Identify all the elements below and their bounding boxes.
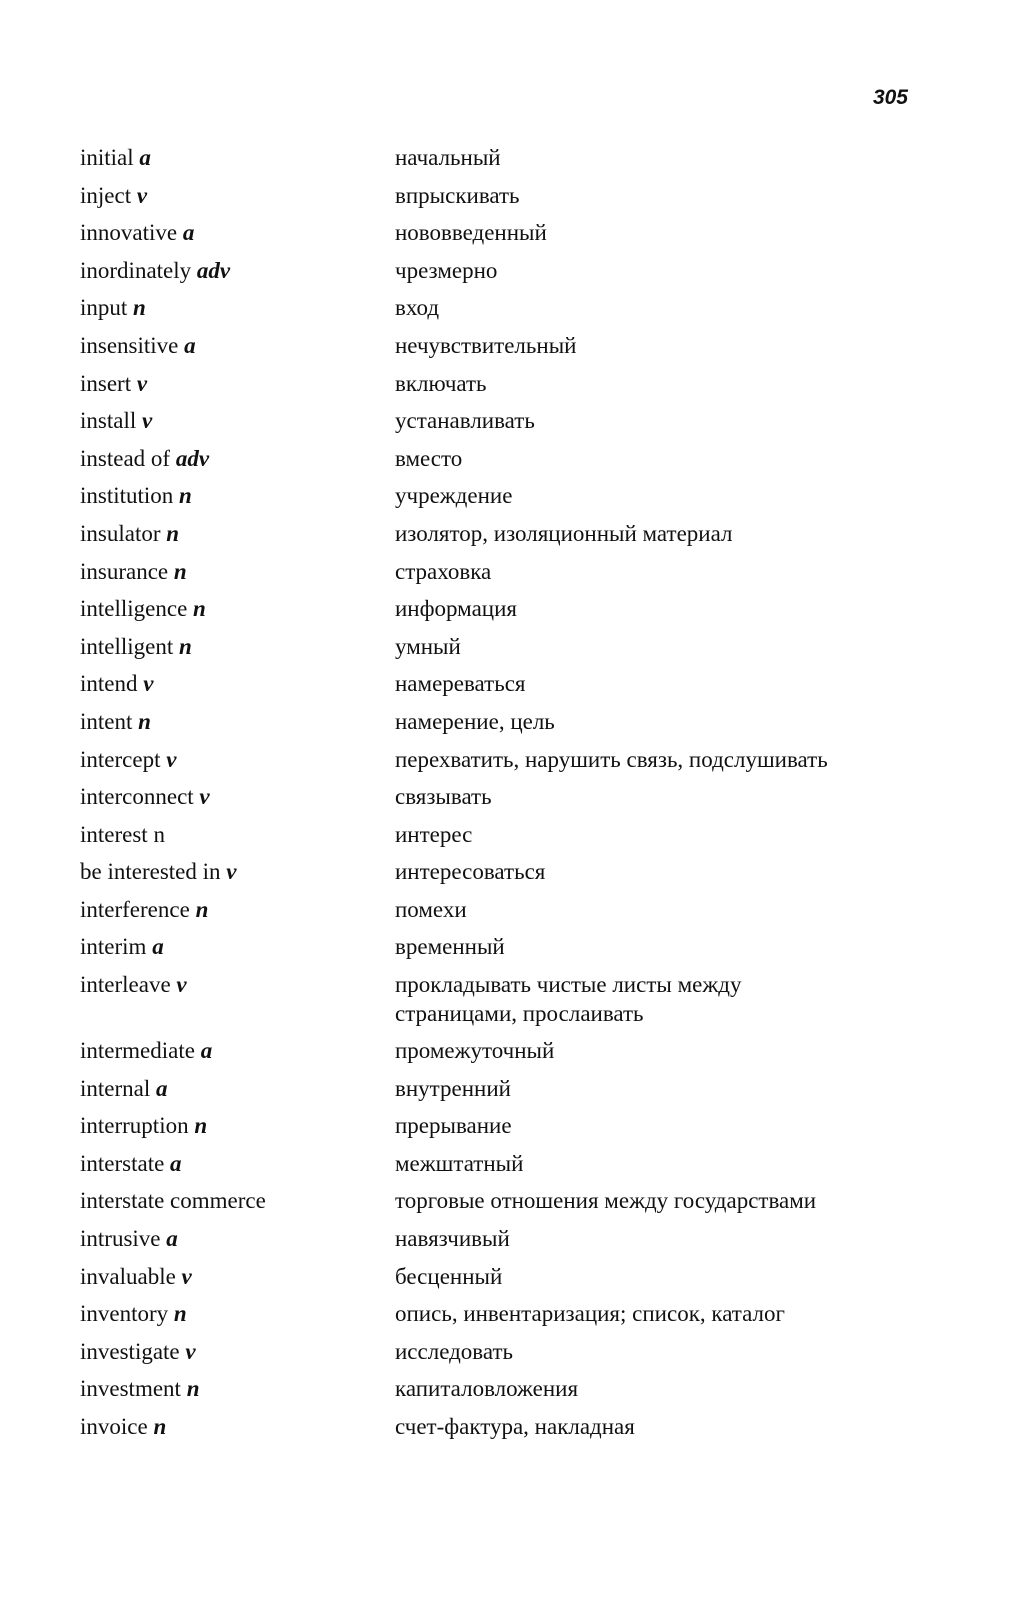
glossary-entry	[80, 289, 960, 327]
glossary-entry	[80, 1070, 960, 1108]
glossary-entry	[80, 365, 960, 403]
part-of-speech-label: n	[179, 483, 192, 509]
translation-text: изолятор, изоляционный материал	[395, 520, 733, 546]
term-text: intent	[80, 708, 133, 734]
glossary-entry	[80, 402, 960, 440]
term-text: interstate	[80, 1150, 165, 1176]
glossary-entry	[80, 741, 960, 779]
part-of-speech-label: n	[133, 295, 146, 321]
part-of-speech-label: n	[153, 1414, 167, 1439]
part-of-speech-label: n	[193, 596, 206, 622]
entry-headword	[80, 289, 395, 327]
translation-text: связывать	[395, 784, 492, 810]
entry-headword	[80, 402, 395, 440]
term-text: intelligent	[80, 633, 174, 659]
translation-text: нечувствительный	[395, 332, 577, 358]
translation-text: интересоваться	[395, 859, 546, 885]
term-text: investigate	[80, 1338, 180, 1364]
glossary-entry	[80, 1032, 960, 1070]
term-text: internal	[80, 1075, 151, 1101]
translation-text: помехи	[395, 896, 467, 922]
part-of-speech-label: v	[185, 1338, 196, 1364]
entry-headword	[80, 966, 395, 1004]
term-text: insurance	[80, 558, 169, 584]
translation-text: счет-фактура, накладная	[395, 1414, 635, 1439]
entry-headword	[80, 214, 395, 252]
term-text: invoice	[80, 1414, 148, 1439]
entry-headword	[80, 928, 395, 966]
term-text: interest	[80, 821, 148, 847]
part-of-speech-label: n	[166, 520, 180, 546]
glossary-entry	[80, 252, 960, 290]
glossary-entry	[80, 590, 960, 628]
term-text: interconnect	[80, 784, 194, 810]
page-number: 305	[872, 86, 908, 109]
translation-text: информация	[395, 596, 517, 622]
part-of-speech-label: n	[138, 708, 151, 734]
glossary-list	[80, 139, 960, 1446]
term-text: install	[80, 408, 137, 434]
glossary-entry	[80, 477, 960, 515]
term-text: insert	[80, 370, 132, 396]
term-text: inordinately	[80, 257, 192, 283]
translation-text: вместо	[395, 445, 463, 471]
glossary-entry	[80, 778, 960, 816]
part-of-speech-label: a	[182, 220, 195, 246]
term-text: interference	[80, 896, 190, 922]
glossary-entry	[80, 515, 960, 553]
entry-headword	[80, 1032, 395, 1070]
entry-headword	[80, 1220, 395, 1258]
entry-headword	[80, 1070, 395, 1108]
glossary-entry	[80, 928, 960, 966]
translation-text: намерение, цель	[395, 708, 555, 734]
translation-text: исследовать	[395, 1338, 514, 1364]
term-text: inject	[80, 182, 132, 208]
part-of-speech-label: a	[139, 145, 151, 170]
glossary-entry	[80, 628, 960, 666]
term-text: insulator	[80, 520, 161, 546]
entry-headword	[80, 590, 395, 628]
translation-text: страховка	[395, 558, 492, 584]
glossary-entry	[80, 816, 960, 854]
term-text: intend	[80, 671, 138, 697]
glossary-entry	[80, 214, 960, 252]
translation-text: чрезмерно	[395, 257, 498, 283]
translation-text: учреждение	[395, 483, 513, 509]
part-of-speech-label: v	[226, 859, 237, 885]
part-of-speech-label: adv	[196, 257, 231, 283]
part-of-speech-label: n	[153, 821, 165, 847]
part-of-speech-label: a	[200, 1038, 213, 1064]
glossary-entry	[80, 1258, 960, 1296]
glossary-entry	[80, 327, 960, 365]
entry-headword	[80, 477, 395, 515]
part-of-speech-label: a	[152, 934, 164, 960]
part-of-speech-label: v	[136, 182, 148, 208]
entry-headword	[80, 1295, 395, 1333]
glossary-entry	[80, 665, 960, 703]
translation-text: начальный	[395, 145, 501, 170]
part-of-speech-label: adv	[175, 445, 210, 471]
part-of-speech-label: v	[166, 746, 177, 772]
entry-headword	[80, 553, 395, 591]
part-of-speech-label: v	[176, 972, 187, 998]
part-of-speech-label: n	[194, 1113, 208, 1139]
part-of-speech-label: v	[199, 784, 210, 810]
entry-headword	[80, 703, 395, 741]
entry-headword	[80, 1182, 395, 1220]
glossary-entry	[80, 1370, 960, 1408]
translation-text: намереваться	[395, 671, 526, 697]
translation-text: опись, инвентаризация; список, каталог	[395, 1301, 785, 1327]
translation-text: промежуточный	[395, 1038, 555, 1064]
part-of-speech-label: n	[195, 896, 209, 922]
term-text: instead of	[80, 445, 171, 471]
term-text: interim	[80, 934, 147, 960]
term-text: institution	[80, 483, 174, 509]
translation-text: временный	[395, 934, 505, 960]
translation-text: вход	[395, 295, 440, 321]
term-text: intercept	[80, 746, 161, 772]
entry-headword	[80, 327, 395, 365]
term-text: interruption	[80, 1113, 189, 1139]
part-of-speech-label: v	[141, 408, 153, 434]
entry-headword	[80, 741, 395, 779]
entry-headword	[80, 252, 395, 290]
entry-headword	[80, 816, 395, 854]
term-text: input	[80, 295, 128, 321]
glossary-entry	[80, 553, 960, 591]
translation-text: умный	[395, 633, 461, 659]
term-text: intelligence	[80, 596, 188, 622]
entry-headword	[80, 853, 395, 891]
part-of-speech-label: a	[166, 1226, 178, 1252]
translation-text: прерывание	[395, 1113, 512, 1139]
term-text: inventory	[80, 1301, 169, 1327]
term-text: insensitive	[80, 332, 179, 358]
translation-text: капиталовложения	[395, 1376, 579, 1402]
glossary-entry	[80, 1107, 960, 1145]
term-text: innovative	[80, 220, 178, 246]
translation-text: внутренний	[395, 1075, 511, 1101]
entry-headword	[80, 1258, 395, 1296]
entry-headword	[80, 1145, 395, 1183]
entry-headword	[80, 1107, 395, 1145]
entry-headword	[80, 177, 395, 215]
entry-headword	[80, 139, 395, 177]
term-text: intrusive	[80, 1226, 161, 1252]
part-of-speech-label: a	[156, 1075, 168, 1101]
glossary-entry	[80, 1295, 960, 1333]
part-of-speech-label: n	[179, 633, 192, 659]
part-of-speech-label: v	[181, 1263, 192, 1289]
glossary-entry	[80, 1145, 960, 1183]
part-of-speech-label: a	[184, 332, 196, 358]
translation-text: интерес	[395, 821, 473, 847]
entry-headword	[80, 1333, 395, 1371]
entry-headword	[80, 665, 395, 703]
entry-headword	[80, 515, 395, 553]
term-text: initial	[80, 145, 134, 170]
part-of-speech-label: v	[136, 370, 148, 396]
entry-headword	[80, 1408, 395, 1446]
translation-text: торговые отношения между государствами	[395, 1188, 817, 1214]
glossary-entry	[80, 177, 960, 215]
translation-text: навязчивый	[395, 1226, 510, 1252]
translation-text: межштатный	[395, 1150, 524, 1176]
entry-headword	[80, 1370, 395, 1408]
term-text: interstate commerce	[80, 1188, 266, 1214]
part-of-speech-label: n	[186, 1376, 200, 1402]
term-text: interleave	[80, 972, 171, 998]
glossary-entry	[80, 1333, 960, 1371]
entry-headword	[80, 891, 395, 929]
term-text: intermediate	[80, 1038, 195, 1064]
glossary-entry	[80, 1220, 960, 1258]
term-text: investment	[80, 1376, 181, 1402]
glossary-entry	[80, 853, 960, 891]
glossary-entry	[80, 440, 960, 478]
entry-headword	[80, 440, 395, 478]
translation-text: устанавливать	[395, 408, 535, 434]
glossary-entry	[80, 1408, 960, 1446]
translation-text: бесценный	[395, 1263, 503, 1289]
translation-text: включать	[395, 370, 487, 396]
glossary-entry	[80, 891, 960, 929]
part-of-speech-label: n	[173, 558, 187, 584]
glossary-entry	[80, 703, 960, 741]
entry-headword	[80, 778, 395, 816]
entry-headword	[80, 628, 395, 666]
term-text: be interested in	[80, 859, 221, 885]
translation-text: нововведенный	[395, 220, 547, 246]
glossary-entry	[80, 966, 960, 1032]
term-text: invaluable	[80, 1263, 176, 1289]
translation-text: впрыскивать	[395, 182, 520, 208]
glossary-entry	[80, 139, 960, 177]
translation-text: перехватить, нарушить связь, подслушивать	[395, 746, 828, 772]
entry-headword	[80, 365, 395, 403]
glossary-entry	[80, 1182, 960, 1220]
part-of-speech-label: a	[170, 1150, 182, 1176]
part-of-speech-label: n	[173, 1301, 187, 1327]
translation-text: прокладывать чистые листы между страницами, прослаивать	[395, 972, 742, 1027]
part-of-speech-label: v	[143, 671, 154, 697]
